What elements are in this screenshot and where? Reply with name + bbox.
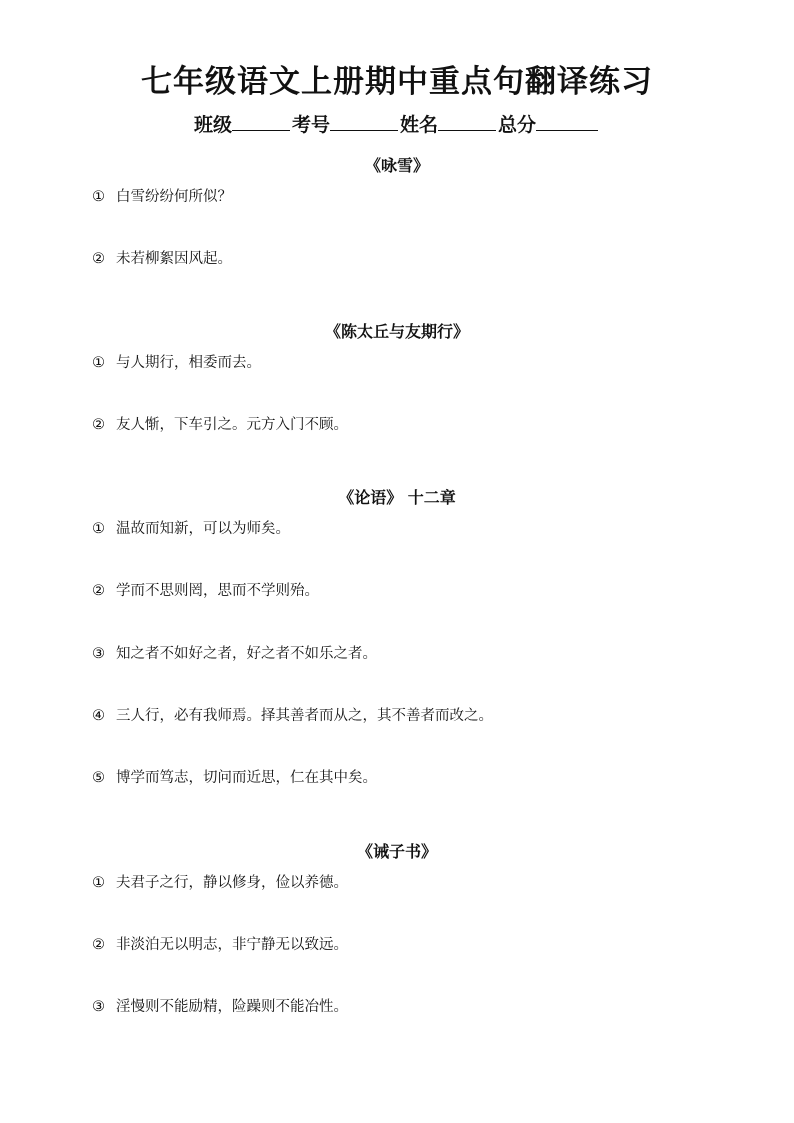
- list-item: [92, 997, 348, 1017]
- item-text: 与人期行，相委而去。: [116, 355, 261, 371]
- item-number: ③: [92, 999, 105, 1015]
- item-text: 温故而知新，可以为师矣。: [116, 521, 290, 537]
- item-number: ②: [92, 937, 105, 953]
- item-text: 未若柳絮因风起。: [116, 251, 232, 267]
- item-text: 非淡泊无以明志，非宁静无以致远。: [116, 937, 348, 953]
- item-text: 友人惭，下车引之。元方入门不顾。: [116, 417, 348, 433]
- class-blank[interactable]: [232, 112, 290, 131]
- page-title: 七年级语文上册期中重点句翻译练习: [141, 64, 653, 100]
- score-blank[interactable]: [536, 112, 598, 131]
- list-item: [92, 249, 232, 269]
- section-title-chentaiqiu: 《陈太丘与友期行》: [324, 322, 469, 341]
- item-number: ①: [92, 875, 105, 891]
- item-text: 三人行，必有我师焉。择其善者而从之，其不善者而改之。: [116, 708, 493, 724]
- section-title-lunyu: 《论语》 十二章: [338, 488, 456, 507]
- list-item: [92, 706, 493, 726]
- item-number: ②: [92, 583, 105, 599]
- name-blank[interactable]: [438, 112, 496, 131]
- item-number: ①: [92, 355, 105, 371]
- exam-no-label: 考号: [291, 114, 330, 136]
- list-item: [92, 519, 290, 539]
- name-field: [400, 112, 498, 138]
- section-title-yongxue: 《咏雪》: [364, 156, 429, 175]
- item-number: ②: [92, 417, 105, 433]
- score-label: 总分: [498, 114, 537, 136]
- score-field: [498, 112, 600, 138]
- class-label: 班级: [193, 114, 232, 136]
- exam-no-field: [292, 112, 400, 138]
- item-number: ①: [92, 521, 105, 537]
- list-item: [92, 873, 348, 893]
- list-item: [92, 415, 348, 435]
- name-label: 姓名: [400, 114, 439, 136]
- student-info-line: [0, 112, 794, 138]
- item-text: 夫君子之行，静以修身，俭以养德。: [116, 875, 348, 891]
- list-item: [92, 581, 319, 601]
- item-text: 学而不思则罔，思而不学则殆。: [116, 583, 319, 599]
- list-item: [92, 768, 377, 788]
- item-number: ⑤: [92, 770, 105, 786]
- class-field: [194, 112, 292, 138]
- list-item: [92, 935, 348, 955]
- list-item: [92, 644, 377, 664]
- section-title-jiezishu: 《诫子书》: [356, 842, 437, 861]
- list-item: [92, 187, 232, 207]
- item-number: ④: [92, 708, 105, 724]
- exam-no-blank[interactable]: [330, 112, 398, 131]
- item-text: 知之者不如好之者，好之者不如乐之者。: [116, 646, 377, 662]
- item-number: ③: [92, 646, 105, 662]
- item-text: 淫慢则不能励精，险躁则不能冶性。: [116, 999, 348, 1015]
- item-text: 白雪纷纷何所似？: [116, 189, 232, 205]
- item-number: ①: [92, 189, 105, 205]
- item-text: 博学而笃志，切问而近思，仁在其中矣。: [116, 770, 377, 786]
- item-number: ②: [92, 251, 105, 267]
- list-item: [92, 353, 261, 373]
